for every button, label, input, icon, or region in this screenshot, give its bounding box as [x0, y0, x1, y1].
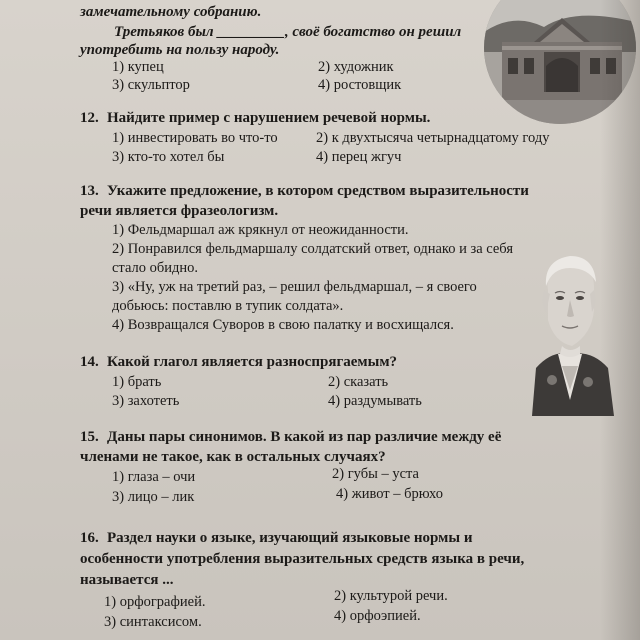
- q12-option-4[interactable]: 4) перец жгуч: [316, 149, 402, 165]
- q11-option-2[interactable]: 2) художник: [318, 59, 394, 75]
- q14-option-3[interactable]: 3) захотеть: [112, 393, 180, 409]
- q15-title-line2: членами не такое, как в остальных случаях?: [80, 449, 386, 465]
- q12-option-3[interactable]: 3) кто-то хотел бы: [112, 149, 225, 165]
- q12-title: Найдите пример с нарушением речевой нормы.: [107, 110, 431, 126]
- q13-number: 13.: [80, 183, 99, 199]
- q15-option-3[interactable]: 3) лицо – лик: [112, 489, 195, 505]
- q13-title-line2: речи является фразеологизм.: [80, 203, 279, 219]
- q14-option-2[interactable]: 2) сказать: [328, 374, 389, 390]
- q12-option-1[interactable]: 1) инвестировать во что-то: [112, 130, 278, 146]
- q11-stem: Третьяков был _________, своё богатство он решил: [114, 24, 462, 40]
- q16-option-2[interactable]: 2) культурой речи.: [334, 588, 448, 604]
- q16-title-line3: называется ...: [80, 572, 174, 588]
- q16-option-3[interactable]: 3) синтаксисом.: [104, 614, 202, 630]
- q12-number: 12.: [80, 110, 99, 126]
- museum-photo: [484, 0, 636, 124]
- q14-title: Какой глагол является разноспрягаемым?: [107, 354, 398, 370]
- q13-option-4[interactable]: 4) Возвращался Суворов в свою палатку и восхищался.: [112, 317, 454, 333]
- suvorov-portrait: [522, 250, 618, 416]
- q11-stem-cont: употребить на пользу народу.: [80, 42, 280, 58]
- q12-option-2[interactable]: 2) к двухтысяча четырнадцатому году: [316, 130, 550, 146]
- q14-option-1[interactable]: 1) брать: [112, 374, 162, 390]
- q11-option-4[interactable]: 4) ростовщик: [318, 77, 402, 93]
- q15-option-1[interactable]: 1) глаза – очи: [112, 469, 196, 485]
- q13-option-2[interactable]: 2) Понравился фельдмаршалу солдатский ответ, однако и за себя: [112, 241, 513, 257]
- q16-title-line2: особенности употребления выразительных средств языка в речи,: [80, 551, 525, 567]
- q16-title-line1: Раздел науки о языке, изучающий языковые нормы и: [107, 530, 473, 546]
- q13-option-3-cont: добьюсь: поставлю в тупик солдата».: [112, 298, 344, 314]
- q11-option-3[interactable]: 3) скульптор: [112, 77, 190, 93]
- q11-continuation: замечательному собранию.: [80, 4, 262, 20]
- q16-option-1[interactable]: 1) орфографией.: [104, 594, 206, 610]
- q14-number: 14.: [80, 354, 99, 370]
- q13-title-line1: Укажите предложение, в котором средством выразительности: [107, 183, 529, 199]
- q16-option-4[interactable]: 4) орфоэпией.: [334, 608, 421, 624]
- q15-title-line1: Даны пары синонимов. В какой из пар различие между её: [107, 429, 502, 445]
- q13-option-2-cont: стало обидно.: [112, 260, 199, 276]
- q13-option-1[interactable]: 1) Фельдмаршал аж крякнул от неожиданности.: [112, 222, 409, 238]
- q16-number: 16.: [80, 530, 99, 546]
- q15-number: 15.: [80, 429, 99, 445]
- q11-option-1[interactable]: 1) купец: [112, 59, 164, 75]
- q13-option-3[interactable]: 3) «Ну, уж на третий раз, – решил фельдмаршал, – я своего: [112, 279, 477, 295]
- q14-option-4[interactable]: 4) раздумывать: [328, 393, 422, 409]
- q15-option-4[interactable]: 4) живот – брюхо: [336, 486, 443, 502]
- q15-option-2[interactable]: 2) губы – уста: [332, 466, 419, 482]
